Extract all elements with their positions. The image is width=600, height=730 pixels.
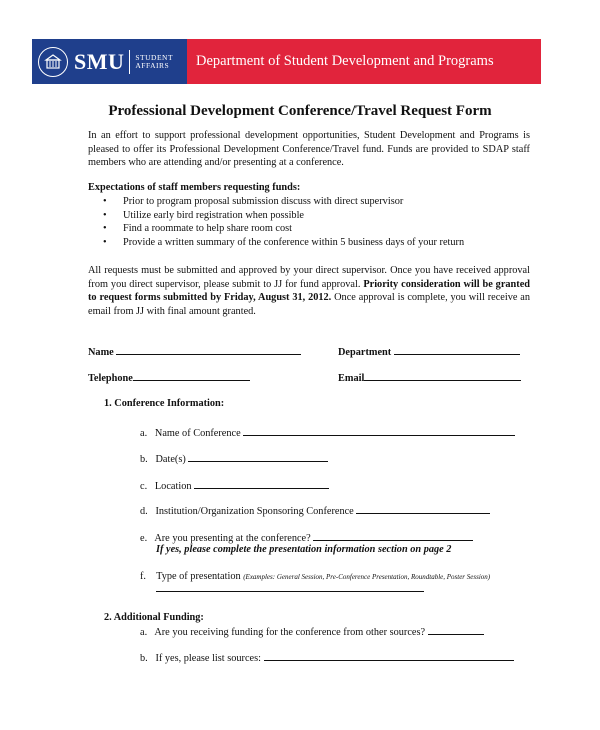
dates-row [140,452,328,465]
presenting-row [140,531,473,544]
dates-label: Date(s) [155,454,186,465]
presentation-type-label: Type of presentation [156,571,241,582]
department-input[interactable] [394,345,520,355]
form-title: Professional Development Conference/Travel Request Form [108,103,492,119]
item-letter: b. [140,454,148,465]
expectations-list [103,195,464,249]
funding-sources-input[interactable] [264,651,514,661]
list-item: • Utilize early bird registration when possible [103,209,464,223]
presentation-type-input[interactable] [156,582,424,592]
submission-paragraph [88,264,530,318]
submission-text: All requests must be submitted and approved by your direct supervisor. Once you have received approval from you direct supervisor, please submit to JJ for fund approval. [88,265,530,290]
email-label: Email [338,373,365,384]
other-funding-row [140,625,484,638]
funding-sources-row [140,651,514,664]
smu-logo [32,39,187,84]
other-funding-input[interactable] [428,625,484,635]
conference-name-input[interactable] [243,426,515,436]
header-banner [32,39,541,84]
brand-subtitle [135,54,173,70]
name-label: Name [88,347,114,358]
brand-subtitle-line-1: STUDENT [135,52,174,62]
item-letter: d. [140,506,148,517]
sponsor-label: Institution/Organization Sponsoring Conference [155,506,354,517]
list-item: • Find a roommate to help share room cost [103,222,464,236]
email-field [338,371,521,384]
telephone-field [88,371,250,384]
item-letter: e. [140,533,148,544]
logo-divider [129,50,130,74]
presentation-type-line [156,582,424,595]
item-letter: c. [140,481,148,492]
dates-input[interactable] [188,452,328,462]
item-letter: b. [140,653,148,664]
list-item: • Prior to program proposal submission discuss with direct supervisor [103,195,464,209]
telephone-input[interactable] [133,371,250,381]
presenting-input[interactable] [313,531,473,541]
submission-text-2: Once approval is complete, you will receive an email from JJ with final amount granted. [88,292,530,317]
conference-name-row [140,426,515,439]
location-label: Location [154,481,192,492]
presentation-examples: (Examples: General Session, Pre-Conference Presentation, Roundtable, Poster Session) [243,573,491,581]
telephone-label: Telephone [88,373,133,384]
section-additional-funding: 2. Additional Funding: [104,612,204,623]
intro-paragraph: In an effort to support professional development opportunities, Student Development and Programs is pleased to offer its Professional Development Conference/Travel fund. Funds are provided to SDAP staff members who are attending and/or presenting at a conference. [88,130,530,168]
list-item: • Provide a written summary of the conference within 5 business days of your return [103,236,464,250]
item-letter: a. [140,627,148,638]
location-input[interactable] [194,479,329,489]
brand-subtitle-line-2: AFFAIRS [135,60,170,70]
presenting-label: Are you presenting at the conference? [154,533,311,544]
priority-deadline: Priority consideration will be granted to request forms submitted by Friday, August 31, 2012. [88,278,531,303]
expectations-heading: Expectations of staff members requesting funds: [88,182,301,193]
name-input[interactable] [116,345,301,355]
sponsor-input[interactable] [356,504,490,514]
name-field [88,345,301,358]
email-input[interactable] [364,371,521,381]
funding-sources-label: If yes, please list sources: [155,653,261,664]
seal-icon [38,47,68,77]
presentation-type-row [140,571,490,582]
item-letter: f. [140,571,147,582]
section-conference-info: 1. Conference Information: [104,398,225,409]
brand-name: SMU [74,48,125,74]
presenting-note: If yes, please complete the presentation information section on page 2 [156,544,452,555]
department-title: Department of Student Development and Programs [187,39,541,84]
location-row [140,479,329,492]
item-letter: a. [140,428,148,439]
department-label: Department [338,347,392,358]
sponsor-row [140,504,490,517]
other-funding-label: Are you receiving funding for the conference from other sources? [154,627,426,638]
department-field [338,345,520,358]
conference-name-label: Name of Conference [154,428,241,439]
